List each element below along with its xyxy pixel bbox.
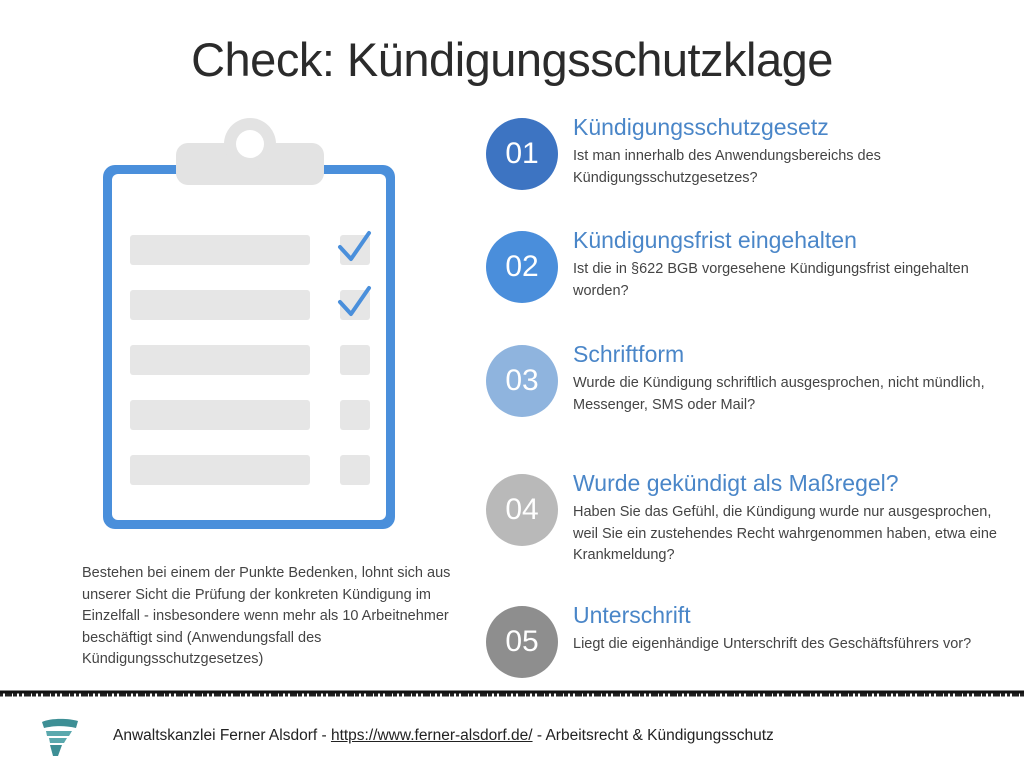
- item-description: Wurde die Kündigung schriftlich ausgesprochen, nicht mündlich, Messenger, SMS oder Mail?: [573, 375, 985, 413]
- clipboard-illustration: [96, 118, 406, 538]
- website-link[interactable]: https://www.ferner-alsdorf.de/: [330, 727, 533, 744]
- checkbox: [340, 455, 370, 485]
- footer-text: [113, 727, 774, 745]
- checklist-line: [130, 235, 310, 265]
- checklist-line: [130, 345, 310, 375]
- item-number-badge: 03: [486, 345, 558, 417]
- checklist-line: [130, 290, 310, 320]
- checkbox: [340, 345, 370, 375]
- item-description: Liegt die eigenhändige Unterschrift des Geschäftsführers vor?: [573, 636, 972, 652]
- advice-note: Bestehen bei einem der Punkte Bedenken, lohnt sich aus unserer Sicht die Prüfung der konkreten Kündigung im Einzelfall - insbesondere wenn mehr als 10 Arbeitnehmer beschäftigt sind (Anwendungsfall des Kündigungsschutzgesetzes): [82, 565, 451, 667]
- check-item: [486, 470, 1006, 574]
- check-item: [486, 341, 1006, 445]
- item-title: Schriftform: [573, 341, 685, 367]
- footer-prefix: Anwaltskanzlei Ferner Alsdorf -: [113, 727, 331, 744]
- item-title: Kündigungsfrist eingehalten: [573, 227, 857, 253]
- item-number-badge: 05: [486, 606, 558, 678]
- checkbox: [340, 400, 370, 430]
- clipboard-clip-hole: [236, 130, 264, 158]
- item-description: Ist die in §622 BGB vorgesehene Kündigungsfrist eingehalten worden?: [573, 261, 969, 299]
- check-item: [486, 114, 1006, 218]
- item-title: Unterschrift: [573, 602, 691, 628]
- item-title: Kündigungsschutzgesetz: [573, 114, 829, 140]
- page-title: Check: Kündigungsschutzklage: [191, 33, 833, 86]
- item-number-badge: 01: [486, 118, 558, 190]
- item-description: Ist man innerhalb des Anwendungsbereichs des Kündigungsschutzgesetzes?: [573, 148, 881, 186]
- firm-logo-icon: [38, 716, 82, 758]
- check-item: [486, 227, 1006, 331]
- divider-line: [0, 687, 1024, 701]
- checklist-line: [130, 400, 310, 430]
- item-number-badge: 02: [486, 231, 558, 303]
- checklist-line: [130, 455, 310, 485]
- item-number-badge: 04: [486, 474, 558, 546]
- item-title: Wurde gekündigt als Maßregel?: [573, 470, 899, 496]
- footer-suffix: - Arbeitsrecht & Kündigungsschutz: [532, 727, 774, 744]
- item-description: Haben Sie das Gefühl, die Kündigung wurde nur ausgesprochen, weil Sie ein zustehendes Recht wahrgenommen haben, etwa eine Krankmeldung?: [573, 504, 997, 563]
